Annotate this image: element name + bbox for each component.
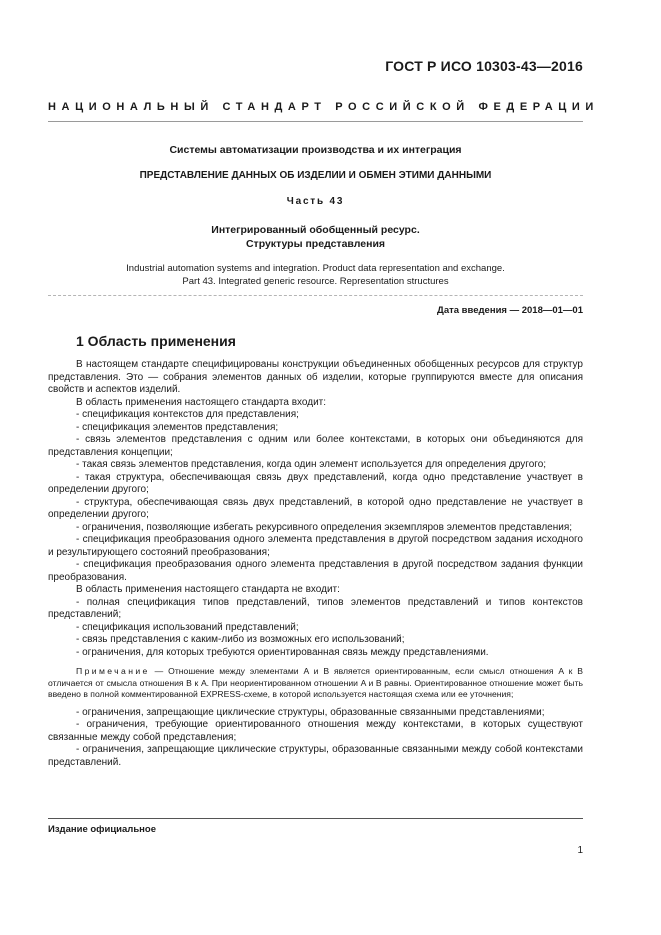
list-item: - полная спецификация типов представлений, типов элементов представлений и типов контекстов представлений; xyxy=(48,596,583,620)
list-item: - спецификация контекстов для представления; xyxy=(76,409,299,420)
list-item: - спецификация элементов представления; xyxy=(76,421,279,433)
subtitle-line: Интегрированный обобщенный ресурс. xyxy=(211,224,420,236)
header-divider xyxy=(48,121,583,122)
list-item: - связь элементов представления с одним или более контекстами, в которых они объединяются для представления концепции; xyxy=(48,434,583,458)
english-title-line: Part 43. Integrated generic resource. Representation structures xyxy=(182,276,449,287)
list-item: - структура, обеспечивающая связь двух представлений, в которой одно представление не участвует в определении другого; xyxy=(48,496,583,520)
national-standard-heading: НАЦИОНАЛЬНЫЙ СТАНДАРТ РОССИЙСКОЙ ФЕДЕРАЦИИ xyxy=(48,101,599,113)
list-item: - такая структура, обеспечивающая связь двух представлений, когда одно представление участвует в определении другого; xyxy=(48,471,583,495)
list-item: - такая связь элементов представления, когда один элемент используется для определения другого; xyxy=(76,459,547,470)
note xyxy=(48,666,583,701)
subtitle xyxy=(48,223,583,251)
part-label: Часть 43 xyxy=(286,196,345,207)
list-item: - ограничения, требующие ориентированного отношения между контекстами, в которых существуют связанные между собой представления; xyxy=(48,719,583,743)
note-text: — Отношение между элементами A и B является ориентированным, если смысл отношения A к B отличается от смысла отношения B к A. При неориентированном отношении A и B равны. Ориентированное отношение может быть введено в полной комментированной EXPRESS-схеме, в которой используется настоящая схема или ее уточнения; xyxy=(48,666,583,699)
note-label: Примечание xyxy=(76,666,150,676)
paragraph: В настоящем стандарте специфицированы конструкции объединенных обобщенных ресурсов для структур представления. Это — собрания элементов данных об изделии, которые группируются вместе для описания свойств и аспектов изделий. xyxy=(48,359,583,395)
list-item: - спецификация преобразования одного элемента представления в другой посредством задания функции преобразования. xyxy=(48,559,583,583)
english-title-line: Industrial automation systems and integration. Product data representation and exchange. xyxy=(126,263,505,274)
list-item: - спецификация преобразования одного элемента представления в другой посредством задания исходного и результирующего состояний преобразования; xyxy=(48,534,583,558)
paragraph: В область применения настоящего стандарта не входит: xyxy=(76,584,340,595)
edition-label: Издание официальное xyxy=(48,818,583,835)
main-title: ПРЕДСТАВЛЕНИЕ ДАННЫХ ОБ ИЗДЕЛИИ И ОБМЕН ЭТИМИ ДАННЫМИ xyxy=(139,170,492,181)
section-heading: 1 Область применения xyxy=(76,333,236,349)
list-item: - спецификация использований представлений; xyxy=(76,621,299,633)
introduction-date: Дата введения — 2018—01—01 xyxy=(437,305,583,316)
list-item: - ограничения, запрещающие циклические структуры, образованные связанными между собой контекстами представлений. xyxy=(48,744,583,768)
gost-code: ГОСТ Р ИСО 10303-43—2016 xyxy=(385,58,583,74)
section-body xyxy=(48,359,583,769)
page-number: 1 xyxy=(577,845,583,856)
subtitle-line: Структуры представления xyxy=(245,238,386,250)
list-item: - ограничения, позволяющие избегать рекурсивного определения экземпляров элементов представления; xyxy=(76,521,573,533)
paragraph: В область применения настоящего стандарта входит: xyxy=(76,396,327,408)
list-item: - ограничения, запрещающие циклические структуры, образованные связанными представлениями; xyxy=(76,706,545,718)
english-title xyxy=(48,262,583,288)
series-title: Системы автоматизации производства и их интеграция xyxy=(169,144,462,156)
list-item: - связь представления с каким-либо из возможных его использований; xyxy=(76,634,405,645)
list-item: - ограничения, для которых требуются ориентированная связь между представлениями. xyxy=(76,646,489,658)
title-divider xyxy=(48,295,583,296)
